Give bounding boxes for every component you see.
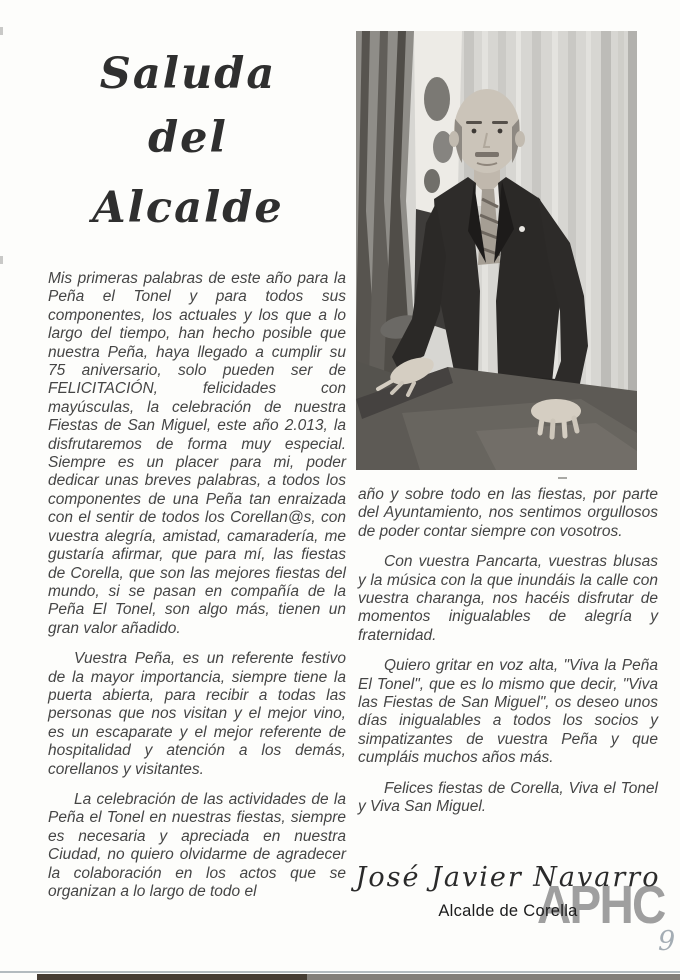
title-line-1: Saluda xyxy=(99,49,277,99)
paragraph: Siempre es un placer para mi, poder dedicar unas breves palabras, a todos los componentes de una Peña tan enraizada con el sentir de todos los Corellan@s, con vuestra alegría, amistad, camaradería, me gustaría afirmar, que para mí, las fiestas de Corella, que son las mejores fiestas del mundo, si se pasan en compañía de la Peña El Tonel, son algo más, tienen un gran valor añadido. xyxy=(48,454,346,637)
paragraph: Felices fiestas de Corella, Viva el Tonel y Viva San Miguel. xyxy=(358,779,658,816)
article-right-column xyxy=(358,486,658,829)
paragraph: Con vuestra Pancarta, vuestras blusas y la música con la que inundáis la calle con vuestra charanga, nos hacéis disfrutar de momentos inigualables de alegría y fraternidad. xyxy=(358,553,658,644)
scan-tick xyxy=(0,256,3,264)
title-line-3: Alcalde xyxy=(92,183,284,233)
scan-edge-mid-strip xyxy=(307,974,680,980)
lapel-pin xyxy=(519,226,525,232)
article-left-column xyxy=(48,270,346,913)
scan-tick xyxy=(0,27,3,35)
aphc-watermark: APHC xyxy=(537,875,665,935)
signature-block xyxy=(352,862,664,921)
signature-role: Alcalde de Corella xyxy=(438,902,578,920)
signature-name: José Javier Navarro xyxy=(355,862,661,893)
paragraph: Quiero gritar en voz alta, "Viva la Peña El Tonel", que es lo mismo que decir, "Viva las Fiestas de San Miguel", os deseo unos días inigualables a todos los socios y simpatizantes de vuestra Peña y que cumpláis muchos años más. xyxy=(358,657,658,767)
page-number: 9 xyxy=(658,926,676,957)
title-line-2: del xyxy=(148,113,228,163)
page-title xyxy=(38,42,338,240)
paragraph: año y sobre todo en las fiestas, por parte del Ayuntamiento, nos sentimos orgullosos de poder contar siempre con vosotros. xyxy=(358,486,658,540)
scan-edge-line xyxy=(0,971,680,973)
paragraph: La celebración de las actividades de la Peña el Tonel en nuestras fiestas, siempre es necesaria y apreciada en nuestra Ciudad, no quiero olvidarme de agradecer la colaboración en los actos que se organizan a lo largo de todo el xyxy=(48,790,346,900)
scan-speck xyxy=(558,477,567,479)
paragraph: Vuestra Peña, es un referente festivo de la mayor importancia, siempre tiene la puerta abierta, para recibir a todas las personas que nos visitan y el mejor vino, es un escaparate y el mejor referente de hospitalidad y atención a los demás, corellanos y visitantes. xyxy=(48,650,346,778)
mayor-portrait-illustration xyxy=(356,31,637,470)
scan-edge-dark-strip xyxy=(37,974,307,980)
mayor-portrait-photo xyxy=(356,31,637,470)
paragraph: Mis primeras palabras de este año para la Peña el Tonel y para todos sus componentes, los actuales y los que a lo largo del tiempo, han hecho posible que nuestra Peña, haya llegado a cumplir su 75 aniversario, solo pueden ser de FELICITACIÓN, felicidades con mayúsculas, la celebración de nuestra Fiestas de San Miguel, este año 2.013, la disfrutaremos de forma muy especial. xyxy=(48,270,346,453)
